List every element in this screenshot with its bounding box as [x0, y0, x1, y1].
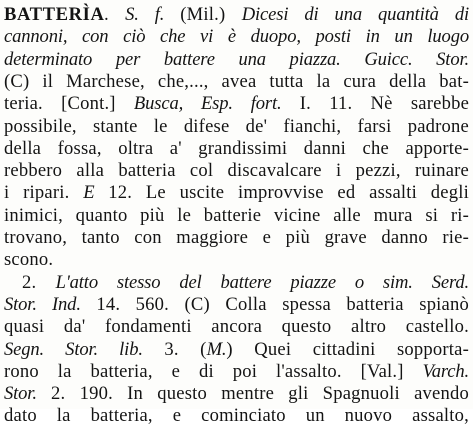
text-line [4, 338, 469, 361]
roman-text: i ripari. [4, 182, 84, 204]
roman-text: teria. [Cont.] [4, 93, 134, 115]
roman-text: (Mil.) [180, 4, 242, 25]
text-line [4, 48, 469, 71]
text-line [4, 315, 469, 338]
roman-text: inimici, quanto più le batterie vicine alle mura si ri- [4, 204, 469, 226]
text-line [4, 25, 469, 48]
roman-text: I. 11. Nè sarebbe [281, 93, 469, 115]
text-line [4, 248, 469, 271]
italic-text: Stor. Ind. [4, 293, 81, 315]
roman-text: quasi da' fondamenti ancora questo altro castello. [4, 316, 469, 338]
italic-text: M. [206, 338, 227, 360]
text-line [4, 226, 469, 249]
italic-text: Varch. [422, 360, 469, 382]
text-line [4, 159, 469, 182]
italic-text: Busca, Esp. fort. [133, 93, 282, 115]
text-line [4, 382, 469, 405]
text-line [4, 137, 469, 160]
text-line [4, 293, 469, 316]
italic-text: cannoni, con ciò che vi è duopo, posti in un luogo [4, 26, 469, 48]
roman-text: rebbero alla batteria col discavalcare i pezzi, ruinare [4, 160, 469, 182]
text-line [22, 271, 469, 294]
italic-text: Stor. [4, 383, 37, 405]
roman-text: della fossa, oltra a' grandissimi danni che apporte- [4, 137, 469, 159]
text-line [4, 404, 469, 427]
roman-text: possibile, stante le difese de' fianchi, farsi padrone [4, 115, 469, 137]
roman-text: ) Quei cittadini sopporta- [226, 338, 469, 360]
italic-text: Segn. Stor. lib. [4, 338, 143, 360]
text-line [4, 3, 469, 26]
text-line [4, 115, 469, 138]
roman-text: (C) il Marchese, che,..., avea tutta la cura della bat- [4, 70, 469, 92]
text-line [4, 360, 469, 383]
roman-text: rono la batteria, e di poi l'assalto. [Val.] [4, 360, 423, 382]
text-line [4, 70, 469, 93]
italic-text: Dicesi di una quantità di [241, 4, 469, 25]
roman-text: 14. 560. (C) Colla spessa batteria spianò [80, 293, 469, 315]
roman-text: scono. [4, 249, 54, 271]
italic-text: determinato per battere una piazza. Guicc. Stor. [4, 48, 469, 70]
text-line [4, 92, 469, 115]
roman-text: dato la batteria, e cominciato un nuovo assalto, [4, 405, 469, 427]
roman-text: 2. [22, 271, 56, 293]
text-line [4, 204, 469, 227]
headword: BATTERÌA [4, 4, 105, 25]
text-line [4, 181, 469, 204]
roman-text: 2. 190. In questo mentre gli Spagnuoli avendo [36, 383, 469, 405]
italic-text: . S. f. [104, 4, 181, 25]
italic-text: L'atto stesso del battere piazze o sim. Serd. [55, 271, 469, 293]
italic-text: E [83, 182, 95, 204]
roman-text: trovano, tanto con maggiore e più grave danno rie- [4, 227, 469, 248]
roman-text: 3. ( [142, 338, 207, 360]
roman-text: 12. Le uscite improvvise ed assalti degli [94, 182, 469, 204]
